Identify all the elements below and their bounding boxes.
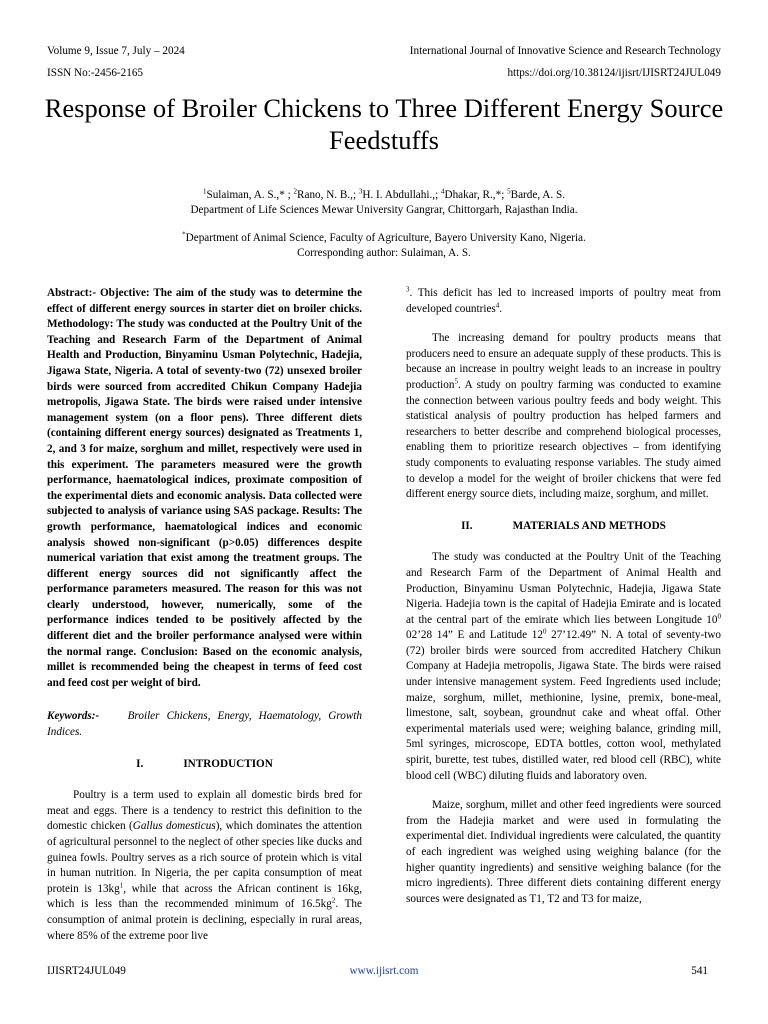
left-column <box>47 286 362 944</box>
footer-paper-id: IJISRT24JUL049 <box>47 965 126 977</box>
keywords: Keywords:- Broiler Chickens, Energy, Haematology, Growth Indices. <box>47 710 362 739</box>
intro-paragraph-2: The increasing demand for poultry products means that producers need to ensure an adequate supply of these products. This is because an increase in poultry weight leads to an increase in poultry production$^5$. A study on poultry farming was conducted to examine the connection between various poultry feeds and body weight. This statistical analysis of poultry production has helped farmers and researchers to better describe and comprehend biological processes, enabling them to prioritize research objectives – from identifying study components to evaluating response variables. The study aimed to develop a model for the weight of broiler chickens that were fed different energy source diets, including maize, sorghum, and millet. <box>406 332 721 501</box>
affiliation-2: *Department of Animal Science, Faculty of Agriculture, Bayero University Kano, Nigeria. <box>182 230 586 244</box>
abstract: Abstract:- Objective: The aim of the study was to determine the effect of different energy sources in starter diet on broiler chicks. Methodology: The study was conducted at the Poultry Unit of the Teaching and Research Farm of the Department of Animal Health and Production, Binyaminu Usman Polytechnic, Hadejia, Jigawa State, Nigeria. A total of seventy-two (72) unsexed broiler birds were sourced from accredited Chikun Company Hadejia metropolis, Jigawa State. The birds were raised under intensive management system (on a floor pens). Three different diets (containing different energy sources) designated as Treatments 1, 2, and 3 for maize, sorghum and millet, respectively were used in this experiment. The parameters measured were the growth performance, haematological indices, proximate composition of the experimental diets and economic analysis. Data collected were subjected to analysis of variance using SAS package. Results: The growth performance, haematological indices and economic analysis showed non-significant (p>0.05) differences despite numerical variation that exist among the treatment groups. The different energy sources did not significantly affect the performance parameters measured. The reason for this was not clearly understood, however, numerically, some of the performance indices tended to be positively affected by the different diet and the broiler performance analysed were within the normal range. Conclusion: Based on the economic analysis, millet is recommended being the cheapest in terms of feed cost and feed cost per weight of bird. <box>47 287 362 689</box>
author-1: Sulaiman, A. S.,* ; <box>206 189 294 201</box>
author-5: Barde, A. S. <box>510 189 565 201</box>
header-journal: International Journal of Innovative Science and Research Technology <box>409 45 721 57</box>
intro-paragraph-1: Poultry is a term used to explain all domestic birds bred for meat and eggs. There is a tendency to restrict this definition to the domestic chicken (Gallus domesticus), which dominates the attention of agricultural personnel to the neglect of other species like ducks and guinea fowls. Poultry serves as a rich source of protein which is vital in human nutrition. In Nigeria, the per capita consumption of meat protein is $13kg^1$, while that across the African continent is 16kg, which is less than the recommended minimum of $16.5kg^2$. The consumption of animal protein is declining, especially in rural areas, where 85% of the extreme poor live <box>47 789 362 942</box>
corresponding-author: Corresponding author: Sulaiman, A. S. <box>297 247 471 259</box>
footer-website-link[interactable]: www.ijisrt.com <box>349 965 419 977</box>
header-volume: Volume 9, Issue 7, July – 2024 <box>47 45 185 57</box>
right-column <box>406 286 721 907</box>
affiliation-1: Department of Life Sciences Mewar University Gangrar, Chittorgarh, Rajasthan India. <box>190 204 578 216</box>
section-heading-methods: II. MATERIALS AND METHODS <box>461 519 666 532</box>
section-heading-introduction: I. INTRODUCTION <box>136 757 273 770</box>
methods-paragraph-1: The study was conducted at the Poultry Unit of the Teaching and Research Farm of the Department of Animal Health and Production, Binyaminu Usman Polytechnic, Hadejia, Jigawa State Nigeria. Hadejia town is the capital of Hadejia Emirate and is located at the central part of the emirate which lies between Longitude $10^0$ 02’28 14” E and Latitude $12^0$ 27’12.49” N. A total of seventy-two (72) broiler birds were sourced from accredited Hatchery Chikun Company at Hadejia metropolis, Jigawa State. The birds were raised under intensive management system. Feed Ingredients used include; maize, sorghum, millet, methionine, lysine, premix, bone-meal, limestone, salt, soybean, groundnut cake and wheat offal. Other experimental materials used were; weighing balance, grinding mill, 5ml syringes, microscope, EDTA bottles, cotton wool, methylated spirit, burette, test tubes, distilled water, red blood cell (RBC), white blood cell (WBC) diluting fluids and laboratory oven. <box>406 551 721 782</box>
header-doi-link[interactable]: https://doi.org/10.38124/ijisrt/IJISRT24JUL049 <box>507 67 721 79</box>
paper-title: Response of Broiler Chickens to Three Different Energy Source Feedstuffs <box>44 93 724 155</box>
author-list: $^1$Sulaiman, A. S.,* ; $^2$Rano, N. B.,; $^3$H. I. Abdullahi.,; $^4$Dhakar, R.,*; $^5$Barde, A. S. <box>202 187 565 201</box>
intro-paragraph-1-cont: $^3$. This deficit has led to increased imports of poultry meat from developed countries$^4$. <box>406 285 721 315</box>
author-2: Rano, N. B.,; <box>297 189 359 201</box>
author-4: Dhakar, R.,*; <box>444 189 508 201</box>
methods-paragraph-2: Maize, sorghum, millet and other feed ingredients were sourced from the Hadejia market and were used in formulating the experimental diet. Individual ingredients were calculated, the quantity of each ingredient was weighed using weighing balance (for the higher quantity ingredients) and sensitive weighing balance (for the micro ingredients). Three different diets containing different energy sources were designated as T1, T2 and T3 for maize, <box>406 799 721 905</box>
header-issn: ISSN No:-2456-2165 <box>47 67 144 79</box>
author-3: H. I. Abdullahi.,; <box>362 189 441 201</box>
footer-page-number: 541 <box>691 965 708 977</box>
